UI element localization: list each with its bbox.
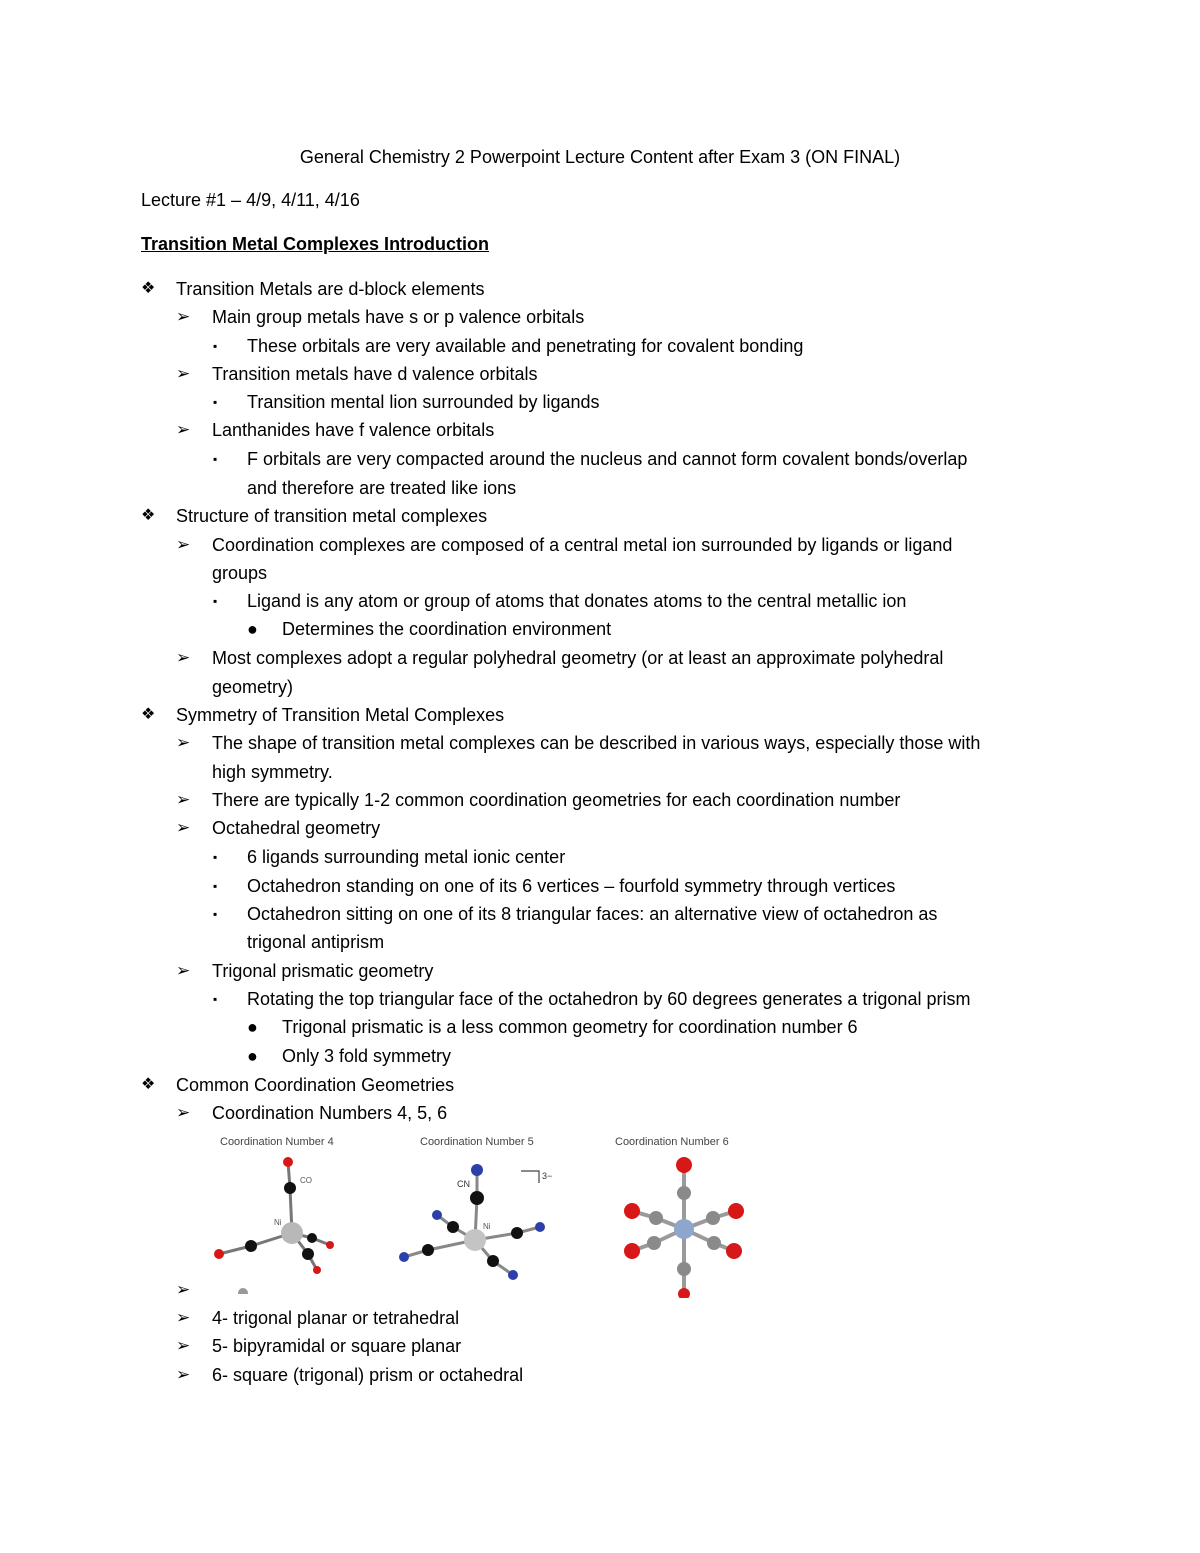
outline-item: 6 ligands surrounding metal ionic center (247, 847, 566, 867)
carbon-atom (677, 1262, 691, 1276)
outline-item: There are typically 1-2 common coordination geometries for each coordination number (212, 790, 901, 810)
square-bullet-icon: ▪ (213, 850, 218, 864)
arrow-bullet-icon: ➢ (176, 790, 191, 809)
oxygen-atom (728, 1203, 744, 1219)
oxygen-atom (678, 1288, 690, 1298)
outline-item: Most complexes adopt a regular polyhedral geometry (or at least an approximate polyhedral (212, 648, 944, 668)
square-bullet-icon: ▪ (213, 339, 218, 353)
carbon-atom (706, 1211, 720, 1225)
oxygen-atom (283, 1157, 293, 1167)
outline-item: Octahedron standing on one of its 6 vertices – fourfold symmetry through vertices (247, 876, 896, 896)
oxygen-atom (313, 1266, 321, 1274)
arrow-bullet-icon: ➢ (176, 1336, 191, 1355)
diamond-bullet-icon: ❖ (141, 706, 156, 723)
arrow-bullet-icon: ➢ (176, 1103, 191, 1122)
arrow-bullet-icon: ➢ (176, 420, 191, 439)
outline-item-continued: trigonal antiprism (247, 932, 385, 952)
outline-item: Octahedral geometry (212, 818, 381, 838)
oxygen-atom (326, 1241, 334, 1249)
outline-item: These orbitals are very available and penetrating for covalent bonding (247, 336, 804, 356)
carbon-atom (677, 1186, 691, 1200)
ligand-label: CO (300, 1176, 312, 1185)
outline-item: Rotating the top triangular face of the octahedron by 60 degrees generates a trigonal prism (247, 989, 971, 1009)
outline-item: Octahedron sitting on one of its 8 triangular faces: an alternative view of octahedron as (247, 904, 938, 924)
arrow-bullet-icon: ➢ (176, 1308, 191, 1327)
carbon-atom (447, 1221, 459, 1233)
carbon-atom (511, 1227, 523, 1239)
ligand-label: CN (457, 1179, 470, 1189)
section-heading: Transition Metal Complexes Introduction (141, 234, 490, 254)
outline-item: Determines the coordination environment (282, 619, 612, 639)
arrow-bullet-icon: ➢ (176, 961, 191, 980)
diamond-bullet-icon: ❖ (141, 280, 156, 297)
figure-label-cn4: Coordination Number 4 (220, 1136, 334, 1148)
oxygen-atom (676, 1157, 692, 1173)
metal-label: Ni (274, 1218, 282, 1227)
diamond-bullet-icon: ❖ (141, 1076, 156, 1093)
square-bullet-icon: ▪ (213, 594, 218, 608)
nitrogen-atom (432, 1210, 442, 1220)
arrow-bullet-icon: ➢ (176, 307, 191, 326)
oxygen-atom (726, 1243, 742, 1259)
carbon-atom (470, 1191, 484, 1205)
outline-item: 4- trigonal planar or tetrahedral (212, 1308, 460, 1328)
square-bullet-icon: ▪ (213, 452, 218, 466)
outline-item-continued: high symmetry. (212, 762, 333, 782)
outline-item: 6- square (trigonal) prism or octahedral (212, 1365, 524, 1385)
square-bullet-icon: ▪ (213, 907, 218, 921)
metal-atom (674, 1219, 694, 1239)
outline-item: F orbitals are very compacted around the nucleus and cannot form covalent bonds/overlap (247, 449, 968, 469)
metal-atom (281, 1222, 303, 1244)
carbon-atom (487, 1255, 499, 1267)
dot-bullet-icon: ● (247, 1017, 258, 1037)
nitrogen-atom (399, 1252, 409, 1262)
diamond-bullet-icon: ❖ (141, 507, 156, 524)
arrow-bullet-icon: ➢ (176, 1280, 191, 1299)
outline-item: Main group metals have s or p valence orbitals (212, 307, 585, 327)
oxygen-atom (624, 1243, 640, 1259)
carbon-atom (647, 1236, 661, 1250)
square-bullet-icon: ▪ (213, 879, 218, 893)
outline-item: Only 3 fold symmetry (282, 1046, 452, 1066)
arrow-bullet-icon: ➢ (176, 1365, 191, 1384)
outline-item-continued: and therefore are treated like ions (247, 478, 517, 498)
dot-bullet-icon: ● (247, 1046, 258, 1066)
carbon-atom (649, 1211, 663, 1225)
dot-bullet-icon: ● (247, 619, 258, 639)
cn4-molecule-figure (205, 1150, 355, 1290)
outline-item: 5- bipyramidal or square planar (212, 1336, 462, 1356)
oxygen-atom (214, 1249, 224, 1259)
arrow-bullet-icon: ➢ (176, 818, 191, 837)
nitrogen-atom (535, 1222, 545, 1232)
cn5-molecule-figure (395, 1155, 565, 1285)
outline-item: Trigonal prismatic is a less common geometry for coordination number 6 (282, 1017, 858, 1037)
nitrogen-atom (471, 1164, 483, 1176)
charge-label: 3− (542, 1171, 553, 1181)
arrow-bullet-icon: ➢ (176, 733, 191, 752)
outline-item: Structure of transition metal complexes (176, 506, 488, 526)
arrow-bullet-icon: ➢ (176, 535, 191, 554)
arrow-bullet-icon: ➢ (176, 648, 191, 667)
outline-item-continued: geometry) (212, 677, 294, 697)
square-bullet-icon: ▪ (213, 395, 218, 409)
outline-item: Coordination Numbers 4, 5, 6 (212, 1103, 448, 1123)
outline-item: Trigonal prismatic geometry (212, 961, 434, 981)
outline-item: Symmetry of Transition Metal Complexes (176, 705, 505, 725)
carbon-atom (302, 1248, 314, 1260)
metal-label: Ni (483, 1222, 491, 1231)
outline-item: Transition metals have d valence orbitals (212, 364, 538, 384)
arrow-bullet-icon: ➢ (176, 364, 191, 383)
outline-item: Lanthanides have f valence orbitals (212, 420, 495, 440)
square-bullet-icon: ▪ (213, 992, 218, 1006)
outline-item: Transition Metals are d-block elements (176, 279, 485, 299)
carbon-atom (307, 1233, 317, 1243)
outline-item: Common Coordination Geometries (176, 1075, 455, 1095)
figure-label-cn5: Coordination Number 5 (420, 1136, 534, 1148)
figure-label-cn6: Coordination Number 6 (615, 1136, 729, 1148)
metal-atom (464, 1229, 486, 1251)
carbon-atom (707, 1236, 721, 1250)
outline-item: The shape of transition metal complexes can be described in various ways, especially those with (212, 733, 981, 753)
outline-item: Coordination complexes are composed of a central metal ion surrounded by ligands or ligand (212, 535, 953, 555)
document-title: General Chemistry 2 Powerpoint Lecture Content after Exam 3 (ON FINAL) (299, 147, 901, 167)
charge-bracket (521, 1171, 539, 1183)
outline-item: Ligand is any atom or group of atoms that donates atoms to the central metallic ion (247, 591, 907, 611)
lecture-info: Lecture #1 – 4/9, 4/11, 4/16 (141, 190, 360, 210)
carbon-atom (245, 1240, 257, 1252)
cn6-molecule-figure (618, 1153, 748, 1298)
oxygen-atom (624, 1203, 640, 1219)
outline-item-continued: groups (212, 563, 268, 583)
image-fragment (238, 1288, 248, 1298)
carbon-atom (284, 1182, 296, 1194)
carbon-atom (422, 1244, 434, 1256)
outline-item: Transition mental lion surrounded by ligands (247, 392, 600, 412)
nitrogen-atom (508, 1270, 518, 1280)
